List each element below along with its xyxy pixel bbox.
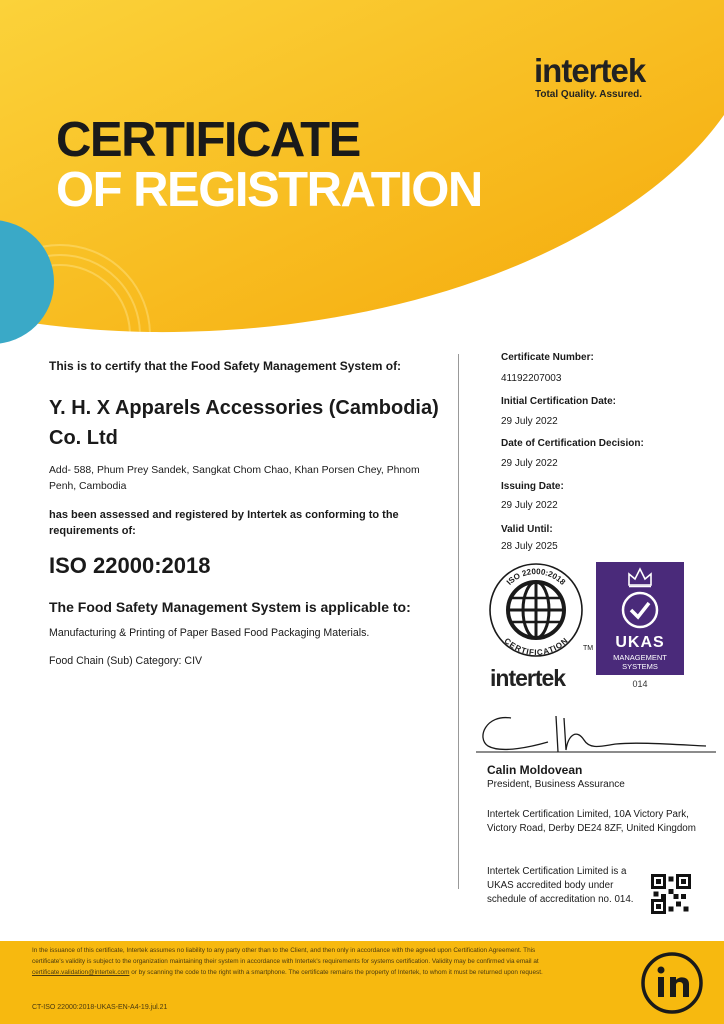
ukas-systems: SYSTEMS <box>622 662 658 671</box>
intertek-in-logo-icon <box>639 950 705 1016</box>
company-address: Add- 588, Phum Prey Sandek, Sangkat Chom Chao, Khan Porsen Chey, Phnom Penh, Cambodia <box>49 465 420 492</box>
certificate-number-label: Certificate Number: <box>501 352 594 363</box>
assessment-statement: has been assessed and registered by Intertek as conforming to the requirements of: <box>49 509 399 537</box>
valid-until-value: 28 July 2025 <box>501 541 558 552</box>
disclaimer-line-3-wrap <box>32 967 632 978</box>
accreditation-statement: Intertek Certification Limited is a UKAS accredited body under schedule of accreditation no. 014. <box>487 866 634 905</box>
issuing-date-label: Issuing Date: <box>501 481 564 492</box>
certify-intro: This is to certify that the Food Safety Management System of: <box>49 359 402 373</box>
iso-ring-bottom-text: CERTIFICATION <box>502 636 570 658</box>
certificate-title: CERTIFICATE <box>56 113 360 167</box>
footer-band <box>0 941 724 1024</box>
initial-date-label: Initial Certification Date: <box>501 396 617 407</box>
scope-text: Manufacturing & Printing of Paper Based Food Packaging Materials. <box>49 627 370 639</box>
disclaimer-line-2: certificate's validity is subject to the organization maintaining their system in accordance with Intertek's requirements for systems certification. Validity may be confirmed via email at <box>32 958 539 965</box>
food-chain-category: Food Chain (Sub) Category: CIV <box>49 655 203 667</box>
decision-date-value: 29 July 2022 <box>501 458 558 469</box>
scope-heading: The Food Safety Management System is applicable to: <box>49 599 411 615</box>
certificate-number-value: 41192207003 <box>501 373 562 384</box>
ukas-logo <box>596 562 684 675</box>
document-code: CT-ISO 22000:2018-UKAS-EN-A4-19.jul.21 <box>32 1004 168 1011</box>
intertek-logo: intertek <box>534 52 646 89</box>
qr-code-icon <box>651 874 691 914</box>
validation-email-link[interactable]: certificate.validation@intertek.com <box>32 969 130 976</box>
brand-tagline: Total Quality. Assured. <box>535 89 643 100</box>
checkmark-icon <box>620 590 660 630</box>
valid-until-label: Valid Until: <box>501 524 553 535</box>
iso-certification-mark <box>488 562 584 658</box>
ukas-number: 014 <box>632 679 648 689</box>
ukas-word: UKAS <box>615 634 665 651</box>
initial-date-value: 29 July 2022 <box>501 416 558 427</box>
iso-ring-top-text: ISO 22000:2018 <box>504 566 568 587</box>
disclaimer-line-3: or by scanning the code to the right with a smartphone. The certificate remains the property of Intertek, to whom it must be returned upon request. <box>129 969 543 976</box>
footer-disclaimer <box>32 945 632 978</box>
issuing-date-value: 29 July 2022 <box>501 500 558 511</box>
decision-date-label: Date of Certification Decision: <box>501 438 644 449</box>
crown-icon <box>626 566 654 588</box>
disclaimer-line-1: In the issuance of this certificate, Intertek assumes no liability to any party other than to the Client, and then only in accordance with the agreed upon Certification Agreement. This <box>32 947 536 954</box>
ukas-management: MANAGEMENT <box>613 653 667 662</box>
registration-title: OF REGISTRATION <box>56 163 482 217</box>
mark-intertek-logo: intertek <box>490 665 566 691</box>
trademark-symbol: TM <box>583 645 594 652</box>
signatory-name: Calin Moldovean <box>487 763 583 777</box>
signatory-title: President, Business Assurance <box>487 779 625 790</box>
issuer-address: Intertek Certification Limited, 10A Victory Park, Victory Road, Derby DE24 8ZF, United Kingdom <box>487 809 696 834</box>
signature <box>476 706 716 758</box>
standard-name: ISO 22000:2018 <box>49 553 211 578</box>
company-name: Y. H. X Apparels Accessories (Cambodia) Co. Ltd <box>49 397 439 449</box>
column-divider <box>458 354 459 889</box>
